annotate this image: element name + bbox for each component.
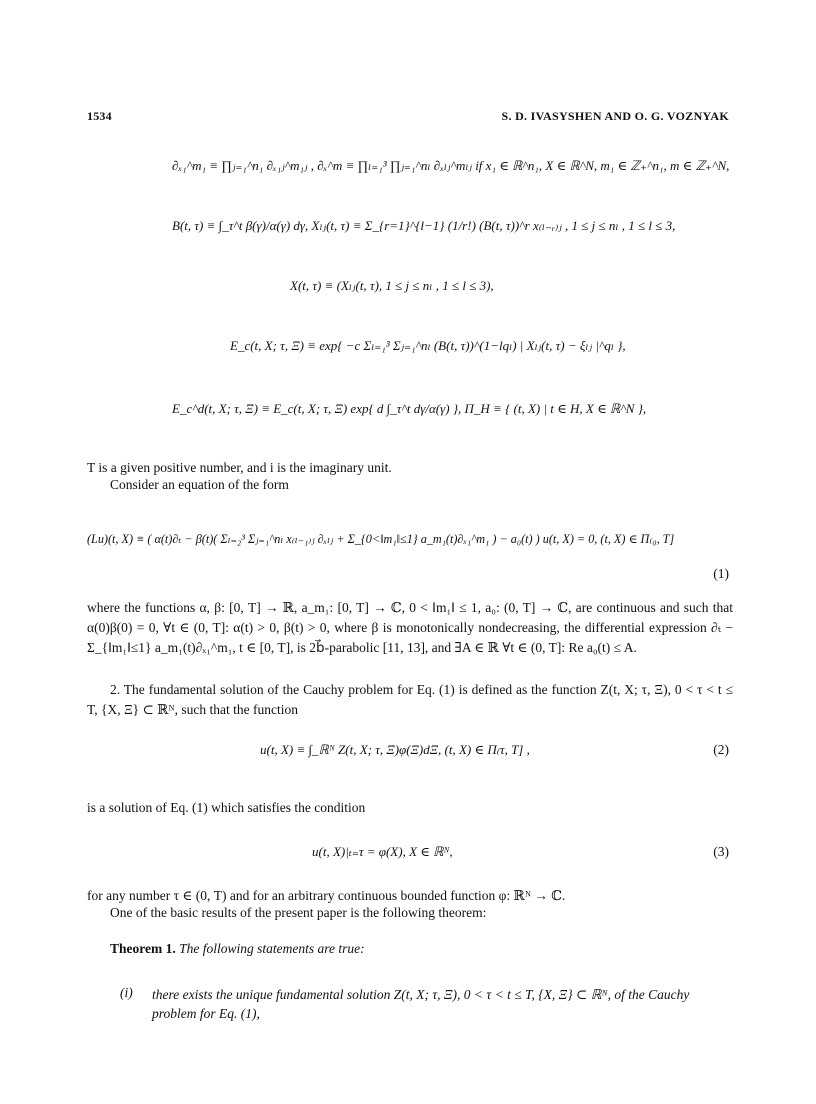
theorem-label: Theorem 1. [110, 941, 176, 956]
equation-number-1: (1) [713, 566, 729, 581]
page-number: 1534 [87, 109, 112, 123]
equation-3-initial-condition: u(t, X)|ₜ₌τ = φ(X), X ∈ ℝᴺ, [312, 844, 453, 859]
theorem-item-i: there exists the unique fundamental solution Z(t, X; τ, Ξ), 0 < τ < t ≤ T, {X, Ξ} ⊂ ℝᴺ, of the Cauchy problem for Eq. (1), [152, 987, 690, 1021]
theorem-heading [110, 941, 365, 958]
paragraph-solution-condition: is a solution of Eq. (1) which satisfies the condition [87, 800, 366, 815]
theorem-statement: The following statements are true: [179, 941, 365, 956]
equation-number-3: (3) [713, 844, 729, 859]
equation-derivative-definitions: ∂ₓ₁^m₁ ≡ ∏ⱼ₌₁^n₁ ∂ₓ₁ⱼ^m₁ⱼ , ∂ₓ^m ≡ ∏ₗ₌₁³ ∏ⱼ₌₁^nₗ ∂ₓₗⱼ^mₗⱼ if x₁ ∈ ℝ^n₁, X ∈ ℝ^N, m₁ ∈ ℤ₊^n₁, m ∈ ℤ₊^N, [172, 158, 730, 173]
paragraph-arbitrary-function: for any number τ ∈ (0, T) and for an arbitrary continuous bounded function φ: ℝᴺ → ℂ. [87, 888, 566, 903]
paragraph-basic-results: One of the basic results of the present paper is the following theorem: [110, 905, 487, 920]
theorem-item-number: (i) [120, 985, 133, 1000]
equation-b-and-x-definitions: B(t, τ) ≡ ∫_τ^t β(γ)/α(γ) dγ, Xₗⱼ(t, τ) ≡ Σ_{r=1}^{l−1} (1/r!) (B(t, τ))^r x₍ₗ₋ᵣ₎ⱼ , 1 ≤ j ≤ nₗ , 1 ≤ l ≤ 3, [172, 218, 676, 233]
equation-ec-definition: E_c(t, X; τ, Ξ) ≡ exp{ −c Σₗ₌₁³ Σⱼ₌₁^nₗ (B(t, τ))^(1−lqₗ) | Xₗⱼ(t, τ) − ξₗⱼ |^qₗ }, [230, 338, 626, 353]
equation-ecd-and-pi-definition: E_c^d(t, X; τ, Ξ) ≡ E_c(t, X; τ, Ξ) exp{ d ∫_τ^t dγ/α(γ) }, Π_H ≡ { (t, X) | t ∈ H, X ∈ ℝ^N }, [172, 401, 647, 416]
equation-1-operator: (Lu)(t, X) ≡ ( α(t)∂ₜ − β(t)( Σₗ₌₂³ Σⱼ₌₁^nₗ x₍ₗ₋₁₎ⱼ ∂ₓₗⱼ + Σ_{0<‖m₁‖≤1} a_m₁(t)∂ₓ₁^m₁ ) − a₀(t) ) u(t, X) = 0, (t, X) ∈ Π₍₀, T] [87, 532, 675, 546]
running-header-authors: S. D. IVASYSHEN AND O. G. VOZNYAK [501, 109, 729, 123]
paragraph-t-definition: T is a given positive number, and i is the imaginary unit. [87, 460, 392, 475]
paragraph-consider-equation: Consider an equation of the form [110, 477, 289, 492]
equation-x-vector: X(t, τ) ≡ (Xₗⱼ(t, τ), 1 ≤ j ≤ nₗ , 1 ≤ l ≤ 3), [290, 278, 494, 293]
equation-2-integral: u(t, X) ≡ ∫_ℝᴺ Z(t, X; τ, Ξ)φ(Ξ)dΞ, (t, X) ∈ Π₍τ, T] , [260, 742, 530, 757]
equation-number-2: (2) [713, 742, 729, 757]
paragraph-fundamental-solution-definition: 2. The fundamental solution of the Cauchy problem for Eq. (1) is defined as the function Z(t, X; τ, Ξ), 0 < τ < t ≤ T, {X, Ξ} ⊂ ℝᴺ, such that the function [87, 682, 733, 717]
paragraph-function-conditions: where the functions α, β: [0, T] → ℝ, a_m₁: [0, T] → ℂ, 0 < ‖m₁‖ ≤ 1, a₀: (0, T] → ℂ, are continuous and such that α(0)β(0) = 0, ∀t ∈ (0, T]: α(t) > 0, β(t) > 0, where β is monotonically nondecreasing, the differential expression ∂ₜ − Σ_{‖m₁‖≤1} a_m₁(t)∂ₓ₁^m₁, t ∈ [0, T], is 2b⃗-parabolic [11, 13], and ∃A ∈ ℝ ∀t ∈ (0, T]: Re a₀(t) ≤ A. [87, 600, 733, 655]
